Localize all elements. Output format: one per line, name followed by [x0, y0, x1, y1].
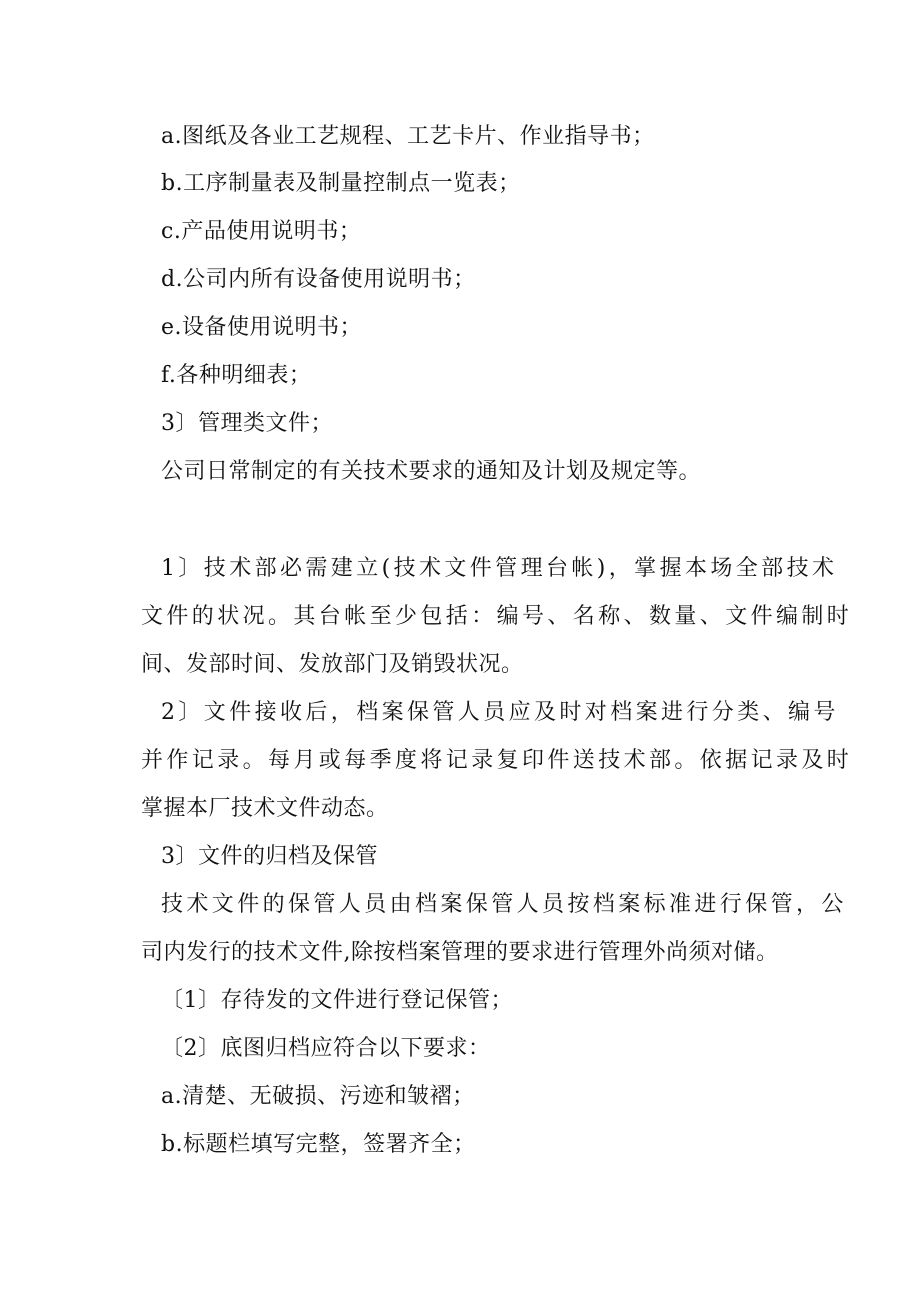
text-line: b.工序制量表及制量控制点一览表；	[161, 171, 521, 196]
text-line: 司内发行的技术文件,除按档案管理的要求进行管理外尚须对储。	[141, 940, 779, 965]
text-line: 3〕管理类文件；	[161, 411, 333, 436]
text-line: b.标题栏填写完整，签署齐全；	[161, 1132, 476, 1157]
text-line: 间、发部时间、发放部门及销毁状况。	[141, 652, 524, 677]
text-line: 2〕文件接收后，档案保管人员应及时对档案进行分类、编号	[161, 700, 839, 725]
text-line: 文件的状况。其台帐至少包括：编号、名称、数量、文件编制时	[141, 604, 853, 629]
text-line: e.设备使用说明书；	[161, 315, 363, 340]
text-line: a.清楚、无破损、污迹和皱褶；	[161, 1084, 475, 1109]
text-line: a.图纸及各业工艺规程、工艺卡片、作业指导书；	[161, 124, 655, 149]
text-line: 1〕技术部必需建立(技术文件管理台帐)，掌握本场全部技术	[161, 556, 838, 581]
text-line: 3〕文件的归档及保管	[161, 844, 378, 869]
text-line: 并作记录。每月或每季度将记录复印件送技术部。依据记录及时	[141, 748, 853, 773]
text-line: 掌握本厂技术文件动态。	[141, 796, 389, 821]
text-line: 公司日常制定的有关技术要求的通知及计划及规定等。	[161, 459, 702, 484]
text-line: d.公司内所有设备使用说明书；	[161, 267, 476, 292]
text-line: f.各种明细表；	[161, 363, 312, 388]
text-line: 技术文件的保管人员由档案保管人员按档案标准进行保管，公	[161, 892, 847, 917]
text-line: c.产品使用说明书；	[161, 219, 362, 244]
text-line: 〔2〕底图归档应符合以下要求：	[161, 1036, 491, 1061]
text-line: 〔1〕存待发的文件进行登记保管；	[161, 988, 513, 1013]
